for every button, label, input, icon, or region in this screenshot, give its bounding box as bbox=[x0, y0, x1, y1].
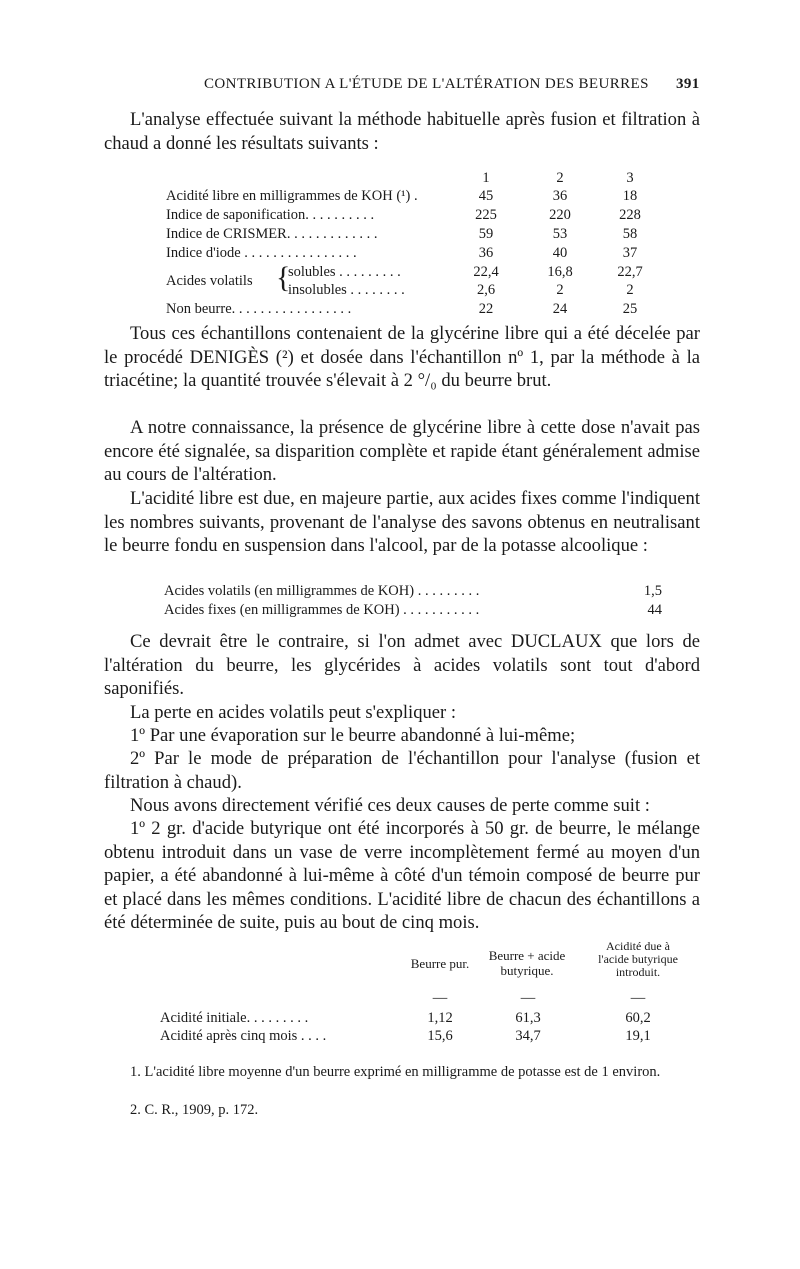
row-label: Acides fixes (en milligrammes de KOH) . . . . . . . . . . . bbox=[164, 602, 480, 618]
col-header: 2 bbox=[556, 170, 564, 186]
cell: 36 bbox=[478, 245, 494, 261]
page-number: 391 bbox=[676, 76, 700, 92]
cell: 44 bbox=[647, 602, 662, 618]
results-table bbox=[166, 170, 646, 320]
col-header: Acidité due à l'acide butyrique introduit. bbox=[598, 939, 678, 979]
cell: 2 bbox=[556, 282, 564, 298]
acids-table bbox=[164, 583, 664, 623]
col-header: Beurre + acide butyrique. bbox=[488, 948, 566, 978]
paragraph-item-2: 2º Par le mode de préparation de l'échantillon pour l'analyse (fusion et filtration à chaud). bbox=[104, 748, 700, 793]
running-title: CONTRIBUTION A L'ÉTUDE DE L'ALTÉRATION DES BEURRES bbox=[204, 76, 649, 92]
cell: 225 bbox=[475, 207, 497, 223]
col-header: Beurre pur. bbox=[410, 956, 470, 971]
paragraph-connaissance: A notre connaissance, la présence de glycérine libre à cette dose n'avait pas encore été signalée, sa disparition complète et rapide étant généralement admise au cours de l'altération. bbox=[104, 417, 700, 486]
cell: 1,12 bbox=[427, 1010, 453, 1026]
paragraph-intro: L'analyse effectuée suivant la méthode habituelle après fusion et filtration à chaud a donné les résultats suivants : bbox=[104, 109, 700, 154]
row-label: Non beurre. . . . . . . . . . . . . . . . . bbox=[166, 301, 352, 317]
paragraph-glycerine: Tous ces échantillons contenaient de la glycérine libre qui a été décelée par le procédé DENIGÈS (²) et dosée dans l'échantillon nº 1, par la méthode à la triacétine; la quantité trouvée s'élevait à 2 °/₀ du beurre brut. bbox=[104, 323, 700, 392]
row-label: Indice d'iode . . . . . . . . . . . . . . . . bbox=[166, 245, 357, 261]
row-label: Acidité après cinq mois . . . . bbox=[160, 1028, 327, 1044]
cell: 228 bbox=[619, 207, 641, 223]
cell: 16,8 bbox=[547, 264, 573, 280]
cell: 60,2 bbox=[625, 1010, 651, 1026]
dash: — bbox=[432, 990, 448, 1006]
paragraph-perte: La perte en acides volatils peut s'expliquer : bbox=[130, 702, 457, 723]
row-label: insolubles . . . . . . . . bbox=[288, 282, 405, 298]
cell: 2,6 bbox=[476, 282, 496, 298]
cell: 36 bbox=[552, 188, 568, 204]
cell: 61,3 bbox=[515, 1010, 541, 1026]
cell: 18 bbox=[622, 188, 638, 204]
cell: 19,1 bbox=[625, 1028, 651, 1044]
cell: 45 bbox=[478, 188, 494, 204]
cell: 2 bbox=[626, 282, 634, 298]
row-label: Indice de saponification. . . . . . . . . . bbox=[166, 207, 375, 223]
brace-icon: { bbox=[276, 261, 291, 294]
row-label: Acidité initiale. . . . . . . . . bbox=[160, 1010, 309, 1026]
paragraph-acidite: L'acidité libre est due, en majeure partie, aux acides fixes comme l'indiquent les nombres suivants, provenant de l'analyse des savons obtenus en neutralisant le beurre fondu en suspension dans l'alcool, par de la potasse alcoolique : bbox=[104, 488, 700, 557]
cell: 1,5 bbox=[643, 583, 662, 599]
cell: 22,4 bbox=[473, 264, 499, 280]
cell: 220 bbox=[549, 207, 571, 223]
cell: 25 bbox=[622, 301, 638, 317]
cell: 24 bbox=[552, 301, 568, 317]
group-label: Acides volatils bbox=[166, 273, 253, 289]
dash: — bbox=[630, 990, 646, 1006]
paragraph-verifie: Nous avons directement vérifié ces deux causes de perte comme suit : bbox=[130, 795, 650, 816]
row-label: Indice de CRISMER. . . . . . . . . . . . . bbox=[166, 226, 378, 242]
paragraph-item-1: 1º Par une évaporation sur le beurre abandonné à lui-même; bbox=[130, 725, 576, 746]
cell: 40 bbox=[552, 245, 568, 261]
cell: 53 bbox=[552, 226, 568, 242]
paragraph-experience: 1º 2 gr. d'acide butyrique ont été incorporés à 50 gr. de beurre, le mélange obtenu introduit dans un vase de verre incomplètement fermé au moyen d'un papier, a été abandonné à lui-même à côté d'un témoin composé de beurre pur et placé dans les mêmes conditions. L'acidité libre de chacun des échantillons a été déterminée de suite, puis au bout de cinq mois. bbox=[104, 818, 700, 934]
cell: 22 bbox=[478, 301, 494, 317]
dash: — bbox=[520, 990, 536, 1006]
row-label: Acides volatils (en milligrammes de KOH) . . . . . . . . . bbox=[164, 583, 480, 599]
row-label: Acidité libre en milligrammes de KOH (¹) . bbox=[166, 188, 418, 204]
cell: 58 bbox=[622, 226, 638, 242]
cell: 34,7 bbox=[515, 1028, 541, 1044]
footnote-1: 1. L'acidité libre moyenne d'un beurre exprimé en milligramme de potasse est de 1 environ. bbox=[130, 1064, 661, 1080]
row-label: solubles . . . . . . . . . bbox=[288, 264, 401, 280]
cell: 22,7 bbox=[617, 264, 643, 280]
col-header: 3 bbox=[626, 170, 634, 186]
cell: 37 bbox=[622, 245, 638, 261]
footnote-2: 2. C. R., 1909, p. 172. bbox=[130, 1102, 259, 1118]
paragraph-duclaux: Ce devrait être le contraire, si l'on admet avec DUCLAUX que lors de l'altération du beurre, les glycérides à acides volatils sont tout d'abord saponifiés. bbox=[104, 631, 700, 700]
cell: 59 bbox=[478, 226, 494, 242]
col-header: 1 bbox=[482, 170, 490, 186]
experiment-table bbox=[160, 940, 700, 1050]
cell: 15,6 bbox=[427, 1028, 453, 1044]
